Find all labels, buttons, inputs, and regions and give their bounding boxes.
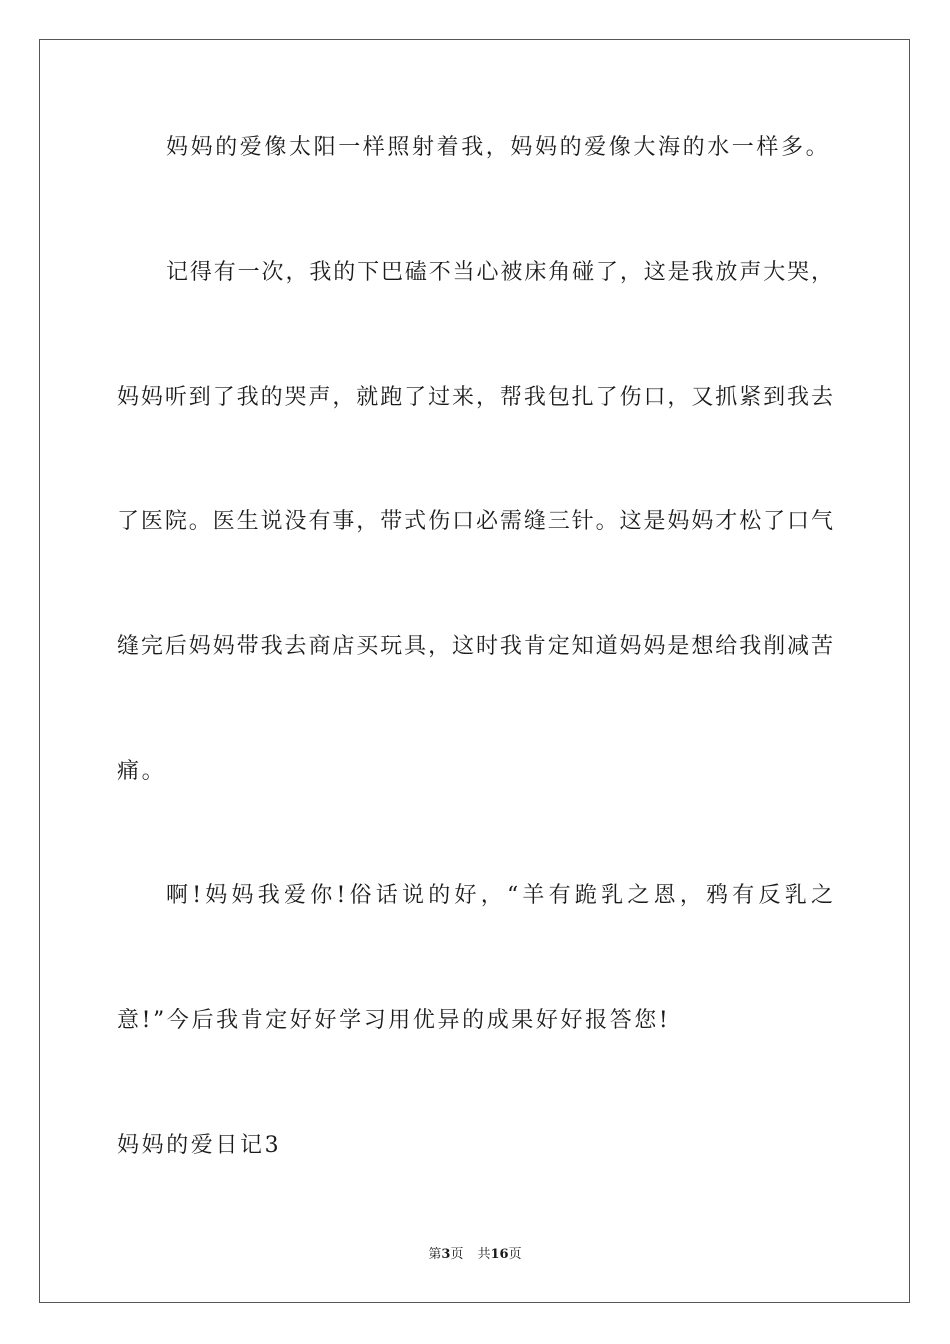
footer-total-suffix: 页 xyxy=(508,1247,522,1262)
paragraph-line: 意!”今后我肯定好好学习用优异的成果好好报答您! xyxy=(117,1008,671,1033)
footer-total-pages: 16 xyxy=(490,1247,509,1262)
paragraph-line: 记得有一次，我的下巴磕不当心被床角碰了，这是我放声大哭， xyxy=(166,260,833,285)
paragraph-line: 啊!妈妈我爱你!俗话说的好，“羊有跪乳之恩，鸦有反乳之 xyxy=(166,883,833,908)
paragraph-line: 妈妈的爱像太阳一样照射着我，妈妈的爱像大海的水一样多。 xyxy=(166,135,831,160)
footer-page-suffix: 页 xyxy=(450,1247,464,1262)
footer-page-number: 3 xyxy=(441,1247,451,1262)
paragraph-line: 了医院。医生说没有事，带式伤口必需缝三针。这是妈妈才松了口气 xyxy=(117,509,833,534)
footer-total-prefix: 共 xyxy=(477,1247,491,1262)
paragraph-line: 痛。 xyxy=(117,759,167,784)
section-heading: 妈妈的爱日记3 xyxy=(117,1133,282,1158)
footer-page-prefix: 第 xyxy=(428,1247,442,1262)
page-footer xyxy=(0,1246,950,1264)
page-frame xyxy=(39,39,910,1303)
paragraph-line: 妈妈听到了我的哭声，就跑了过来，帮我包扎了伤口，又抓紧到我去 xyxy=(117,385,833,410)
paragraph-line: 缝完后妈妈带我去商店买玩具，这时我肯定知道妈妈是想给我削减苦 xyxy=(117,634,833,659)
